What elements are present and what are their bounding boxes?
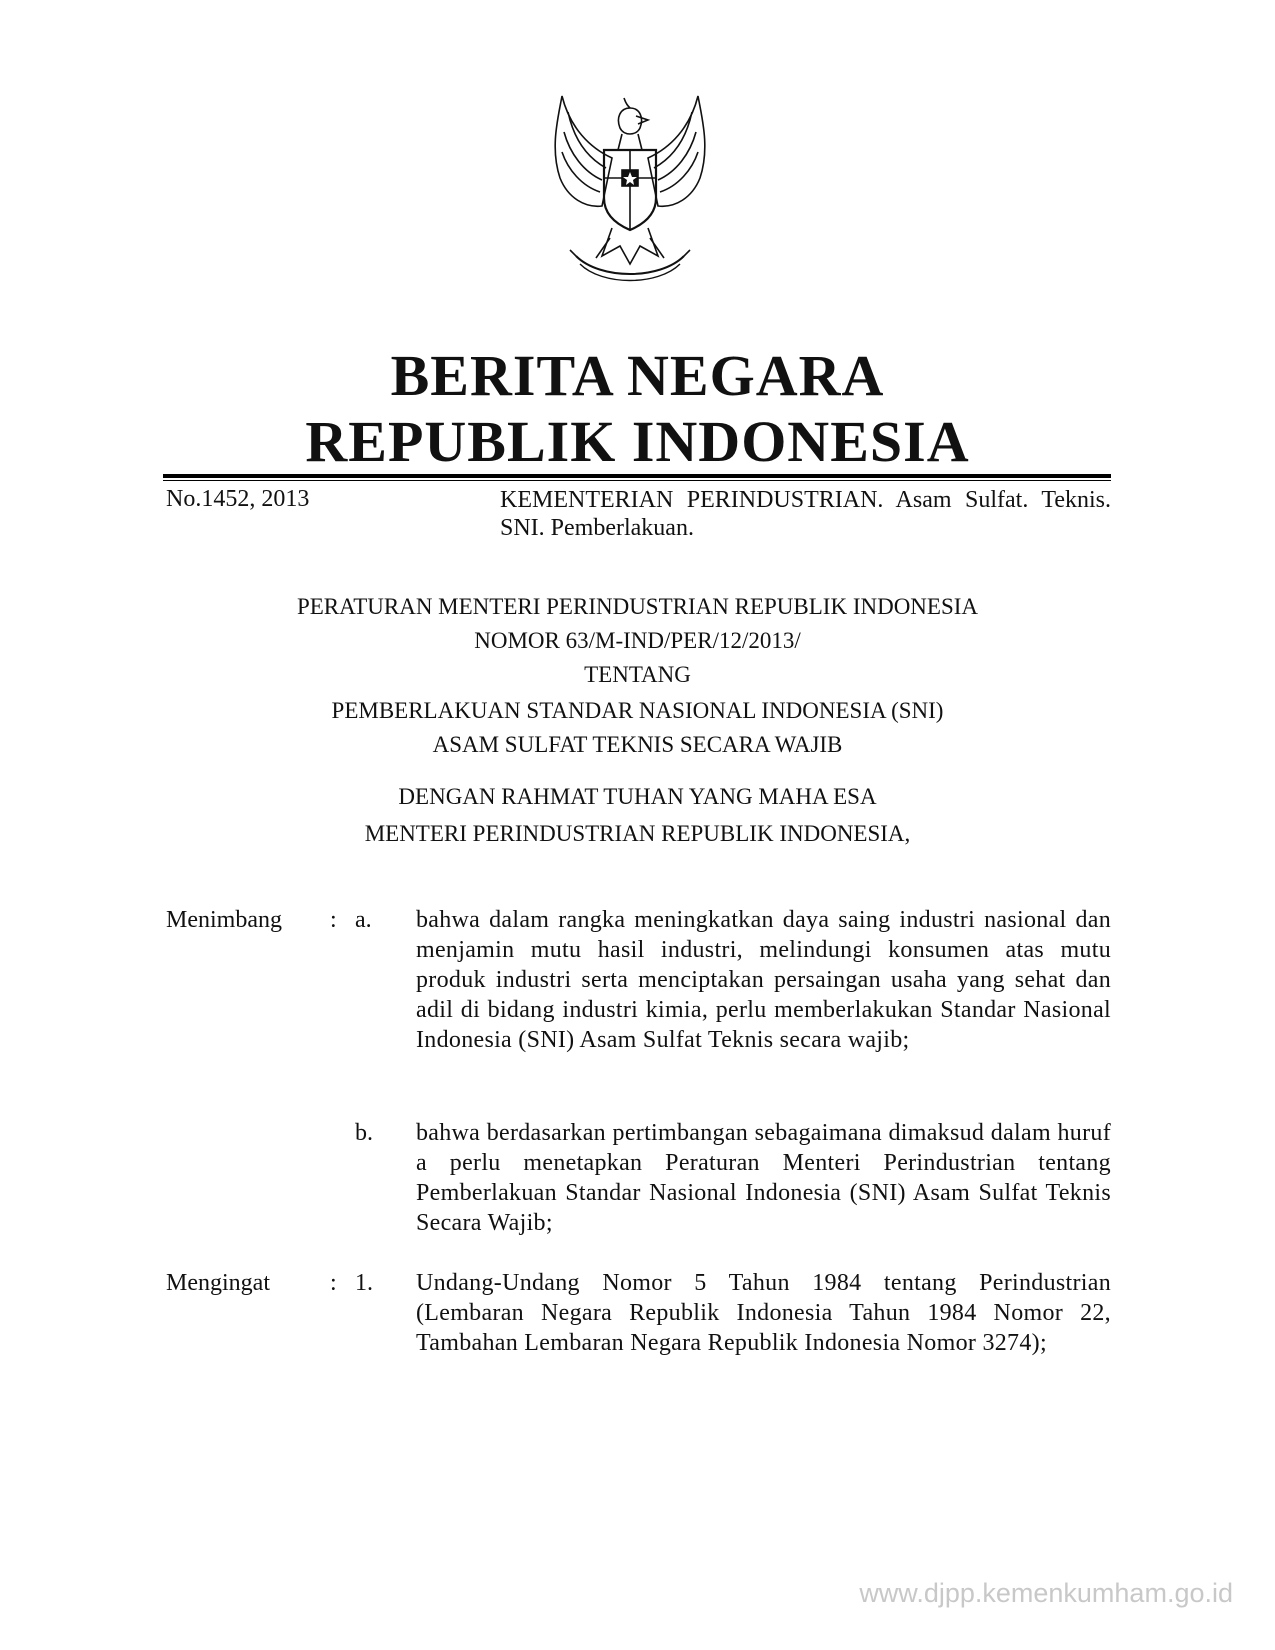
garuda-emblem [540,88,720,288]
header-rule-thin [163,480,1111,481]
menimbang-label: Menimbang [166,907,282,933]
mengingat-item-1-text: Undang-Undang Nomor 5 Tahun 1984 tentang Perindustrian (Lembaran Negara Republik Indonesia Tahun 1984 Nomor 22, Tambahan Lembaran Negara Republik Indonesia Nomor 3274); [416,1270,1111,1356]
preamble-line-1: DENGAN RAHMAT TUHAN YANG MAHA ESA [398,784,877,809]
menimbang-item-a-text: bahwa dalam rangka meningkatkan daya saing industri nasional dan menjamin mutu hasil industri, melindungi konsumen atas mutu produk industri serta menciptakan persaingan usaha yang sehat dan adil di bidang industri kimia, perlu memberlakukan Standar Nasional Indonesia (SNI) Asam Sulfat Teknis secara wajib; [416,907,1111,1053]
regulation-number: NOMOR 63/M-IND/PER/12/2013/ [474,628,801,653]
preamble-line-2: MENTERI PERINDUSTRIAN REPUBLIK INDONESIA, [364,821,911,846]
watermark-url: www.djpp.kemenkumham.go.id [859,1578,1233,1608]
header-rule-thick [163,474,1111,478]
mengingat-label: Mengingat [166,1270,270,1296]
regulation-subject-1: PEMBERLAKUAN STANDAR NASIONAL INDONESIA (SNI) [331,698,944,723]
menimbang-colon: : [330,907,337,933]
menimbang-item-b-marker: b. [355,1120,373,1146]
masthead-line-1: BERITA NEGARA [390,343,885,408]
regulation-tentang: TENTANG [584,662,691,687]
regulation-subject-2: ASAM SULFAT TEKNIS SECARA WAJIB [432,732,843,757]
gazette-number: No.1452, 2013 [166,486,310,512]
mengingat-colon: : [330,1270,337,1296]
menimbang-item-a-marker: a. [355,907,372,933]
masthead-line-2: REPUBLIK INDONESIA [305,409,970,474]
regulation-title: PERATURAN MENTERI PERINDUSTRIAN REPUBLIK INDONESIA [296,594,979,619]
mengingat-item-1-marker: 1. [355,1270,373,1296]
gazette-description: KEMENTERIAN PERINDUSTRIAN. Asam Sulfat. Teknis. SNI. Pemberlakuan. [500,487,1111,541]
menimbang-item-b-text: bahwa berdasarkan pertimbangan sebagaimana dimaksud dalam huruf a perlu menetapkan Peraturan Menteri Perindustrian tentang Pemberlakuan Standar Nasional Indonesia (SNI) Asam Sulfat Teknis Secara Wajib; [416,1120,1111,1236]
